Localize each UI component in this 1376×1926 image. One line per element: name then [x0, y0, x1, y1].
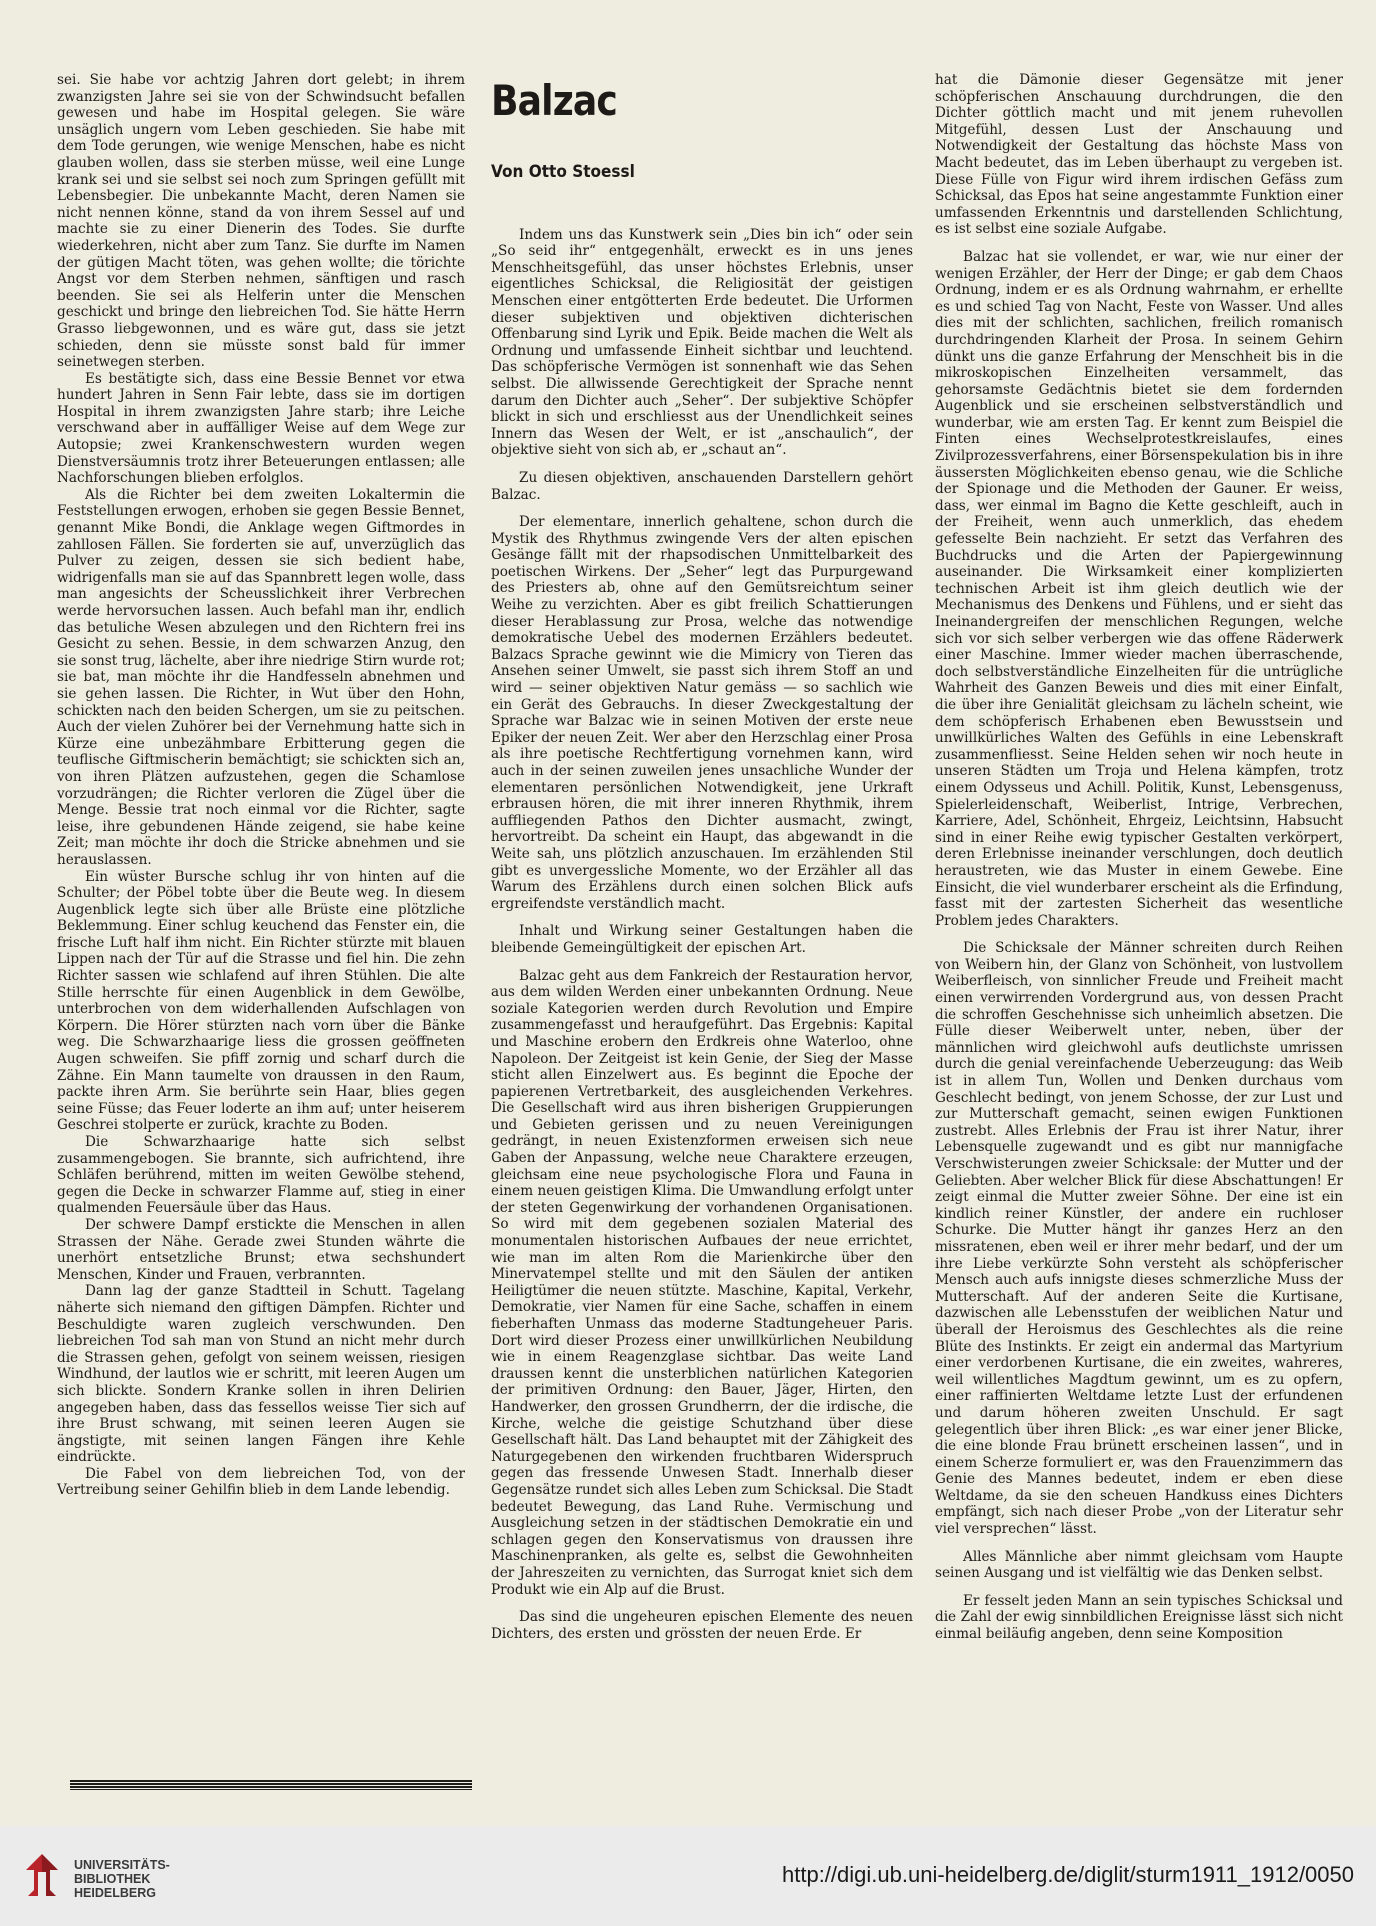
- paragraph: Die Schicksale der Männer schreiten durch Reihen von Weibern hin, der Glanz von Schönheit, von lustvollem Weiberfleisch, von sinnlicher Freude und Freiheit macht einen verwirrenden Vordergrund aus, von dessen Pracht die schroffen Geschehnisse sich unheimlich absetzen. Die Fülle dieser Weiberwelt unter, neben, über der männlichen wird gleichwohl aufs deutlichste umrissen durch die genial vereinfachende Ueberzeugung: das Weib ist in allem Tun, Wollen und Denken durchaus vom Geschlecht bedingt, von jenem Schosse, der zur Lust und zur Mutterschaft gemacht, seinen ewigen Funktionen zustrebt. Alles Erlebnis der Frau ist ihrer Natur, ihrer Lebensquelle zugewandt und es gibt nur mannigfache Verschwisterungen zweier Schicksale: der Mutter und der Geliebten. Aber welcher Blick für diese Abschattungen! Er zeigt einmal die Mutter zweier Söhne. Der eine ist ein kindlich reiner Künstler, der andere ein ruchloser Schurke. Die Mutter hängt ihr ganzes Herz an den missratenen, eben weil er ihrer mehr bedarf, und der um ihre Liebe verkürzte Sohn versteht als schöpferischer Mensch auch aufs innigste dieses schmerzliche Muss der Mutterschaft. Auf der anderen Seite die Kurtisane, dazwischen alle Lebensstufen der weiblichen Natur und überall der Heroismus des Geschlechtes als die reine Blüte des Instinkts. Er zeigt ein andermal das Martyrium einer verdorbenen Kurtisane, die ein zweites, wahreres, weil willentliches Magdtum gewinnt, um es zu opfern, einer raffinierten Weltdame letzte Lust der erfundenen und darum höheren zweiten Unschuld. Er sagt gelegentlich über ihren Blick: „es war einer jener Blicke, die eine blonde Frau brünett erscheinen lassen“, und in einem Scherze formuliert er, was den Frauenzimmern das Genie des Mannes bedeutet, indem er eben diese Weltdame, da sie den scheuen Handkuss eines Dichters empfängt, sich nach dieser Probe „von der Literatur sehr viel versprechen“ lässt.: [935, 940, 1343, 1538]
- paragraph: Alles Männliche aber nimmt gleichsam vom Haupte seinen Ausgang und ist vielfältig wie das Denken selbst.: [935, 1548, 1343, 1582]
- paragraph: Ein wüster Bursche schlug ihr von hinten auf die Schulter; der Pöbel tobte über die Beute weg. In diesem Augenblick legte sich über alle Brüste eine plötzliche Beklemmung. Einer schlug keuchend das Fenster ein, die frische Luft half ihm nicht. Ein Richter stürzte mit blauen Lippen nach der Tür auf die Strasse und fiel hin. Die zehn Richter sassen wie schlafend auf ihren Stühlen. Die alte Stille herrschte für einen Augenblick in dem Gewölbe, unterbrochen von dem widerhallenden Aufschlagen von Körpern. Die Hörer stürzten nach vorn über die Bänke weg. Die Schwarzhaarige liess die grossen geöffneten Augen schweifen. Sie pfiff zornig und scharf durch die Zähne. Ein Mann taumelte von draussen in den Raum, packte ihren Arm. Sie berührte sein Haar, blies gegen seine Füsse; das Feuer loderte an ihm auf; unter heiserem Geschrei stolperte er zurück, krachte zu Boden.: [57, 868, 465, 1134]
- paragraph: Indem uns das Kunstwerk sein „Dies bin ich“ oder sein „So seid ihr“ entgegenhält, erweckt es in uns jenes Menschheitsgefühl, das unser höchstes Erlebnis, unser eigentliches Schicksal, die Religiosität der geistigen Menschen einer entgötterten Erde bedeutet. Die Urformen dieser subjektiven und objektiven dichterischen Offenbarung sind Lyrik und Epik. Beide machen die Welt als Ordnung und umfassende Einheit sichtbar und leuchtend. Das schöpferische Vermögen ist sonnenhaft wie das Sehen selbst. Die allwissende Gerechtigkeit der Sprache nennt darum den Dichter auch „Seher“. Der subjektive Schöpfer blickt in sich und erschliesst aus der Unendlichkeit seines Innern das Wesen der Welt, er ist „anschaulich“, der objektive sieht von sich ab, er „schaut an“.: [491, 226, 913, 459]
- section-divider-rule: [70, 1780, 472, 1790]
- paragraph: Inhalt und Wirkung seiner Gestaltungen haben die bleibende Gemeingültigkeit der epischen Art.: [491, 923, 913, 956]
- viewer-footer: [0, 1826, 1376, 1926]
- paragraph: Dann lag der ganze Stadtteil in Schutt. Tagelang näherte sich niemand den giftigen Dämpfen. Richter und Beschuldigte waren zugleich verschwunden. Den liebreichen Tod sah man von Stund an nicht mehr durch die Strassen gehen, gefolgt von seinem weissen, riesigen Windhund, der lautlos wie er schritt, mit leeren Augen um sich blickte. Sondern Kranke sollen in ihren Delirien angegeben haben, dass das fessellos weisse Tier sich auf ihre Brust schwang, mit seinen leeren Augen sie ängstigte, mit seinen langen Fängen ihre Kehle eindrückte.: [57, 1283, 465, 1466]
- paragraph: Der elementare, innerlich gehaltene, schon durch die Mystik des Rhythmus zwingende Vers der alten epischen Gesänge fällt mit der rhapsodischen Unmittelbarkeit des poetischen Wirkens. Der „Seher“ legt das Purpurgewand des Priesters ab, ohne auf den Gemütsreichtum seiner Weihe zu verzichten. Aber es gibt freilich Schattierungen dieser Herablassung zur Prosa, welche das notwendige demokratische Uebel des modernen Erzählers bedeutet. Balzacs Sprache gewinnt wie die Mimicry von Tieren das Ansehen seiner Umwelt, sie passt sich ihrem Stoff an und wird — seiner objektiven Natur gemäss — so sachlich wie ein Gerät des Gebrauchs. In dieser Zweckgestaltung der Sprache war Balzac wie in seinen Motiven der erste neue Epiker der neuen Zeit. Wer aber den Herzschlag einer Prosa als ihre poetische Rechtfertigung vornehmen kann, wird auch in der seinen zuweilen jenes unsachliche Wunder der elementaren persönlichen Notwendigkeit, jene Urkraft erbrausen hören, die mit ihrer inneren Rhythmik, ihrem auffliegenden Pathos den Dichter ausmacht, zwingt, hervortreibt. Da scheint ein Haupt, das abgewandt in die Weite sah, uns plötzlich anzuschauen. Im erzählenden Stil gibt es unvergessliche Momente, wo der Erzähler all das Warum des Erzählens durch einen solchen Blick aufs ergreifendste verständlich macht.: [491, 514, 913, 912]
- paragraph: Die Schwarzhaarige hatte sich selbst zusammengebogen. Sie brannte, sich aufrichtend, ihre Schläfen berührend, mitten im weiten Gewölbe stehend, gegen die Decke in schwarzer Flamme auf, stieg in einer qualmenden Feuersäule über das Haus.: [57, 1134, 465, 1217]
- document-url-link[interactable]: http://digi.ub.uni-heidelberg.de/diglit/sturm1911_1912/0050: [782, 1862, 1354, 1887]
- paragraph: sei. Sie habe vor achtzig Jahren dort gelebt; in ihrem zwanzigsten Jahre sei sie von der Schwindsucht befallen gewesen und habe im Hospital gelegen. Sie wäre unsäglich ungern vom Leben geschieden. Sie habe mit dem Tode gerungen, wie wenige Menschen, habe es nicht glauben wollen, dass sie sterben müsse, weil eine Lunge krank sei und sie selbst sei noch zum Springen gefüllt mit Lebensbegier. Die unbekannte Macht, deren Namen sie nicht nennen könne, stand da von ihrem Sessel auf und machte sie zu einer Dienerin des Todes. Sie durfte wiederkehren, nicht aber zum Tanz. Sie durfte im Namen der gütigen Macht töten, was gehen wollte; die törichte Angst vor dem Sterben nehmen, sänftigen und rasch beenden. Sie sei als Helferin unter die Menschen geschickt und bringe den liebreichen Tod. Sie hätte Herrn Grasso liebgewonnen, und es wäre gut, dass sie jetzt schieden, denn sie müsste sonst bald für immer seinetwegen sterben.: [57, 72, 465, 371]
- middle-column: [491, 72, 913, 1642]
- paragraph: Balzac geht aus dem Fankreich der Restauration hervor, aus dem wilden Werden einer unbekannten Ordnung. Neue soziale Kategorien werden durch Revolution und Empire zusammengefasst und heraufgeführt. Das Ergebnis: Kapital und Maschine erobern den Erdkreis ohne Waterloo, ohne Napoleon. Der Zeitgeist ist kein Genie, der Sieg der Masse sticht allen Einzelwert aus. Es beginnt die Epoche der papierenen Vertretbarkeit, des ausgleichenden Verkehres. Die Gesellschaft wird aus ihren bisherigen Gruppierungen und Gebieten gerissen und zu neuen Vereinigungen gedrängt, in neuen Existenzformen erweisen sich neue Gaben der Anpassung, welche neue Charaktere erzeugen, gleichsam eine neue psychologische Flora und Fauna in einem neuen geistigen Klima. Die Umwandlung erfolgt unter der steten Gegenwirkung der vorhandenen Organisationen. So wird mit dem gegebenen sozialen Material des monumentalen historischen Aufbaues der neue errichtet, wie man im alten Rom die Marienkirche über den Minervatempel stellte und mit den Säulen der antiken Heiligtümer die neuen stützte. Maschine, Kapital, Verkehr, Demokratie, vier Namen für eine Sache, schaffen in einem fieberhaften Unmass das moderne Stadtungeheuer Paris. Dort wird dieser Prozess einer unwillkürlichen Neubildung wie in einem Reagenzglase sichtbar. Das weite Land draussen kennt die unsterblichen natürlichen Kategorien der primitiven Ordnung: den Bauer, Jäger, Hirten, den Handwerker, den grossen Grundherrn, der die irdische, die Kirche, welche die geistige Schutzhand über diese Gesellschaft hält. Das Land behauptet mit der Zähigkeit des Naturgegebenen den wirkenden fruchtbaren Widerspruch gegen das fressende Unwesen Stadt. Innerhalb dieser Gegensätze rundet sich alles Leben zum Schicksal. Die Stadt bedeutet Bewegung, das Land Ruhe. Vermischung und Ausgleichung setzen in der städtischen Demokratie ein und schlagen gegen den Konservatismus von draussen ihre Maschinenpranken, als gelte es, selbst die Gewohnheiten der Jahreszeiten zu vernichten, das Surrogat kniet sich dem Produkt wie ein Alp auf die Brust.: [491, 967, 913, 1598]
- paragraph: hat die Dämonie dieser Gegensätze mit jener schöpferischen Anschauung durchdrungen, die den Dichter göttlich macht und mit jenem ruhevollen Mitgefühl, dessen Lust der Anschauung und Notwendigkeit der Gestaltung das höchste Mass von Macht bedeutet, das im Leben überhaupt zu vergeben ist. Diese Fülle von Figur wird ihrem irdischen Gefäss zum Schicksal, das Epos hat seine angestammte Funktion einer umfassenden Erkenntnis und darstellenden Schlichtung, es ist selbst eine soziale Aufgabe.: [935, 72, 1343, 238]
- library-name: UNIVERSITÄTS- BIBLIOTHEK HEIDELBERG: [74, 1858, 170, 1900]
- paragraph: Er fesselt jeden Mann an sein typisches Schicksal und die Zahl der ewig sinnbildlichen Ereignisse lässt sich nicht einmal beiläufig angeben, denn seine Komposition: [935, 1592, 1343, 1643]
- paragraph: Zu diesen objektiven, anschauenden Darstellern gehört Balzac.: [491, 469, 913, 503]
- paragraph: Der schwere Dampf erstickte die Menschen in allen Strassen der Nähe. Gerade zwei Stunden währte die unerhört entsetzliche Brunst; etwa sechshundert Menschen, Kinder und Frauen, verbrannten.: [57, 1216, 465, 1283]
- article-title: Balzac: [491, 76, 617, 125]
- university-library-logo-icon: [16, 1850, 68, 1902]
- article-body: [491, 227, 913, 1643]
- left-column: [57, 72, 465, 1499]
- paragraph: Als die Richter bei dem zweiten Lokaltermin die Feststellungen erwogen, erhoben sie gegen Bessie Bennet, genannt Mike Bondi, die Anklage wegen Giftmordes in zahllosen Fällen. Sie forderten sie auf, unverzüglich das Pulver zu zeigen, dessen sie sich bedient habe, widrigenfalls man sie auf das Spannbrett legen wolle, dass man angesichts der Scheusslichkeit ihrer Verbrechen werde hervorsuchen lassen. Auch befahl man ihr, endlich das betuliche Wesen abzulegen und den Richtern frei ins Gesicht zu sehen. Bessie, in dem schwarzen Anzug, den sie sonst trug, lächelte, aber ihre niedrige Stirn wurde rot; sie bat, man möchte ihr die Handfesseln abnehmen und sie gehen lassen. Die Richter, in Wut über den Hohn, schickten nach den beiden Schergen, um sie zu peitschen. Auch der vielen Zuhörer bei der Vernehmung hatte sich in Kürze eine unbezähmbare Erbitterung gegen die teuflische Giftmischerin bemächtigt; sie schickten sich an, von ihren Plätzen aufzustehen, gegen die Schamlose vorzudrängen; die Richter verloren die Zügel über die Menge. Bessie trat noch einmal vor die Richter, sagte leise, ihre gebundenen Hände zeigend, sie habe keine Zeit; man möchte ihr doch die Stricke abnehmen und sie herauslassen.: [57, 486, 465, 868]
- paragraph: Balzac hat sie vollendet, er war, wie nur einer der wenigen Erzähler, der Herr der Dinge; er gab dem Chaos Ordnung, indem er es als Ordnung wahrnahm, er erhellte es und schied Tag von Nacht, Feste von Wasser. Und alles dies mit der schlichten, sachlichen, freilich romanisch durchdringenden Klarheit der Prosa. In seinem Gehirn dünkt uns die ganze Erfahrung der Menschheit bis in die mikroskopischen Einzelheiten versammelt, das gehorsamste Gedächtnis bietet sie dem fordernden Augenblick und sie erscheinen selbstverständlich und wunderbar, wie am ersten Tag. Er kennt zum Beispiel die Finten eines Wechselprotestkreislaufes, eines Zivilprozessverfahrens, einer Börsenspekulation bis in ihre äussersten Möglichkeiten ebenso genau, wie die Schliche der Spionage und die Methoden der Gauner. Er weiss, dass, wer einmal im Bagno die Kette geschleift, auch in der Freiheit, wenn auch unmerklich, das ehedem gefesselte Bein nachzieht. Er setzt das Verfahren des Buchdrucks und die Arten der Papiergewinnung auseinander. Die Wirksamkeit einer komplizierten technischen Arbeit ist ihm gleich deutlich wie der Mechanismus des Denkens und Fühlens, und er sieht das Ineinandergreifen der menschlichen Regungen, welche sich vor sich selber verbergen wie das offene Räderwerk einer Maschine. Immer wieder machen überraschende, doch selbstverständliche Einzelheiten für die untrügliche Wahrheit des Ganzen Beweis und dies mit einer Einfalt, die über ihre Genialität gleichsam zu lächeln scheint, wie dem schöpferisch Erhabenen eben Bewusstsein und unwillkürliches Walten des Gefühls in eine Lebenskraft zusammenfliesst. Seine Helden sehen wir noch heute in unseren Städten um Troja und Helena kämpfen, trotz einem Odysseus und Achill. Politik, Kunst, Lebensgenuss, Spielerleidenschaft, Weiberlist, Intrige, Verbrechen, Karriere, Adel, Schönheit, Ehrgeiz, Leichtsinn, Habsucht sind in einer Reihe ewig typischer Gestalten verkörpert, deren Erlebnisse ineinander verschlungen, doch deutlich heraustreten, wie das Muster in einem Gewebe. Eine Einsicht, die viel wunderbarer erscheint als die Erfindung, fasst mit der zartesten Sicherheit das wesentliche Problem jedes Charakters.: [935, 248, 1343, 929]
- paragraph: Die Fabel von dem liebreichen Tod, von der Vertreibung seiner Gehilfin blieb in dem Lande lebendig.: [57, 1465, 465, 1499]
- paragraph: Es bestätigte sich, dass eine Bessie Bennet vor etwa hundert Jahren in Senn Fair lebte, dass sie im dortigen Hospital in ihrem zwanzigsten Jahre starb; ihre Leiche verschwand aber in auffälliger Weise auf dem Wege zur Autopsie; zwei Krankenschwestern wurden wegen Dienstversäumnis trotz ihrer Beteuerungen entlassen; alle Nachforschungen blieben erfolglos.: [57, 370, 465, 487]
- paragraph: Das sind die ungeheuren epischen Elemente des neuen Dichters, des ersten und grössten der neuen Erde. Er: [491, 1609, 913, 1642]
- right-column: [935, 72, 1343, 1643]
- article-byline: Von Otto Stoessl: [491, 162, 635, 182]
